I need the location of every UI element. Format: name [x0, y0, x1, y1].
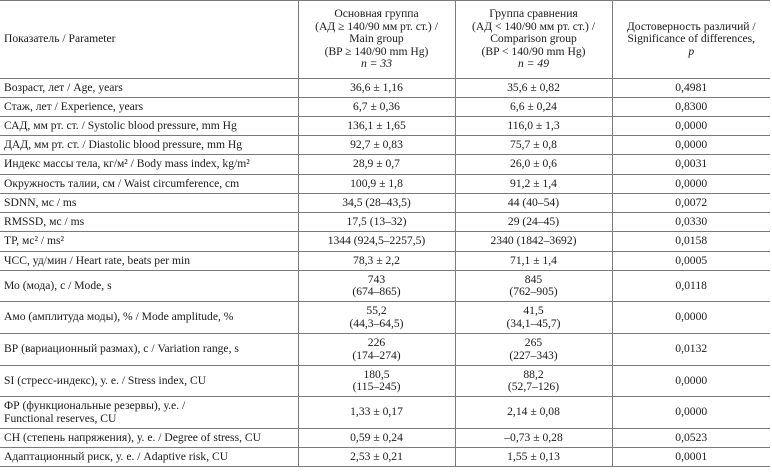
table-row: [0, 334, 770, 366]
table-row: [0, 213, 770, 232]
row-parameter: ЧСС, уд/мин / Heart rate, beats per min: [0, 252, 298, 271]
row-comp-median: 845: [524, 272, 543, 286]
table-row: [0, 429, 770, 448]
table-row: [0, 252, 770, 271]
row-main-value: 0,59 ± 0,24: [298, 429, 455, 448]
row-comp-value: 1,55 ± 0,13: [455, 448, 612, 467]
header-sig-line2: Significance of differences,: [627, 32, 756, 46]
row-p-value: 0,0001: [612, 448, 770, 467]
row-p-value: 0,8300: [612, 98, 770, 117]
table-row: [0, 448, 770, 467]
row-comp-value: [455, 302, 612, 334]
row-main-value: 100,9 ± 1,8: [298, 175, 455, 194]
row-main-median: 743: [367, 272, 386, 286]
row-comp-value: –0,73 ± 0,28: [455, 429, 612, 448]
row-parameter-line1: ФР (функциональные резервы), у.е. /: [4, 399, 186, 413]
header-sig-p: p: [688, 44, 695, 58]
row-p-value: 0,0000: [612, 302, 770, 334]
row-comp-value: 29 (24–45): [455, 213, 612, 232]
row-p-value: 0,0523: [612, 429, 770, 448]
row-main-value: 2,53 ± 0,21: [298, 448, 455, 467]
row-p-value: 0,0000: [612, 397, 770, 429]
row-main-range: (674–865): [352, 285, 401, 298]
table-row: [0, 79, 770, 98]
table-row: [0, 397, 770, 429]
row-comp-median: 265: [524, 336, 543, 350]
row-main-range: (44,3–64,5): [349, 316, 404, 330]
header-main-line1: Основная группа: [334, 7, 419, 21]
row-comp-value: [455, 271, 612, 302]
row-p-value: 0,0005: [612, 252, 770, 271]
row-main-range: (174–274): [352, 348, 401, 362]
header-comp-n: n = 49: [517, 57, 549, 71]
row-parameter: Стаж, лет / Experience, years: [0, 98, 298, 117]
row-main-value: 28,9 ± 0,7: [298, 155, 455, 175]
row-main-median: 226: [367, 336, 386, 350]
row-p-value: 0,0132: [612, 334, 770, 366]
header-main-group: [298, 1, 455, 79]
row-main-value: 1344 (924,5–2257,5): [298, 232, 455, 252]
row-parameter: [0, 397, 298, 429]
row-parameter: SDNN, мс / ms: [0, 194, 298, 213]
row-main-value: [298, 302, 455, 334]
row-parameter: САД, мм рт. ст. / Systolic blood pressure, mm Hg: [0, 117, 298, 136]
row-comp-value: 116,0 ± 1,3: [455, 117, 612, 136]
row-parameter: ВР (вариационный размах), с / Variation range, s: [0, 334, 298, 366]
row-comp-range: (34,1–45,7): [506, 316, 561, 330]
row-comp-value: 44 (40–54): [455, 194, 612, 213]
header-comp-line1: Группа сравнения: [489, 7, 578, 21]
table-row: [0, 194, 770, 213]
row-main-value: [298, 366, 455, 397]
row-comp-value: 6,6 ± 0,24: [455, 98, 612, 117]
row-main-value: 17,5 (13–32): [298, 213, 455, 232]
row-comp-value: 91,2 ± 1,4: [455, 175, 612, 194]
row-p-value: 0,4981: [612, 79, 770, 98]
row-parameter: TP, мс² / ms²: [0, 232, 298, 252]
row-main-median: 180,5: [363, 367, 390, 381]
row-p-value: 0,0330: [612, 213, 770, 232]
table-row: [0, 136, 770, 155]
row-comp-value: [455, 334, 612, 366]
row-main-median: 55,2: [366, 304, 387, 318]
row-comp-range: (762–905): [509, 285, 558, 298]
header-main-line4: (BP ≥ 140/90 mm Hg): [324, 44, 429, 58]
row-p-value: 0,0072: [612, 194, 770, 213]
row-comp-value: 26,0 ± 0,6: [455, 155, 612, 175]
row-p-value: 0,0031: [612, 155, 770, 175]
row-parameter: Адаптационный риск, у. е. / Adaptive risk, CU: [0, 448, 298, 467]
header-main-line2: (АД ≥ 140/90 мм рт. ст.) /: [315, 19, 438, 33]
row-comp-median: 41,5: [523, 304, 544, 318]
header-sig-line1: Достоверность различий /: [626, 19, 756, 33]
header-row: [0, 1, 770, 79]
row-parameter: Индекс массы тела, кг/м² / Body mass index, kg/m²: [0, 155, 298, 175]
row-parameter: Мо (мода), с / Mode, s: [0, 271, 298, 302]
row-p-value: 0,0118: [612, 271, 770, 302]
row-main-value: 1,33 ± 0,17: [298, 397, 455, 429]
row-parameter: Окружность талии, см / Waist circumference, cm: [0, 175, 298, 194]
row-parameter: RMSSD, мс / ms: [0, 213, 298, 232]
row-comp-value: [455, 366, 612, 397]
row-main-value: [298, 334, 455, 366]
row-comp-value: 2340 (1842–3692): [455, 232, 612, 252]
row-parameter: SI (стресс-индекс), у. е. / Stress index, CU: [0, 366, 298, 397]
row-p-value: 0,0000: [612, 117, 770, 136]
row-parameter-line2: Functional reserves, CU: [4, 411, 117, 425]
row-main-value: 34,5 (28–43,5): [298, 194, 455, 213]
row-p-value: 0,0000: [612, 175, 770, 194]
row-comp-value: 71,1 ± 1,4: [455, 252, 612, 271]
header-comp-line3: Comparison group: [490, 32, 577, 46]
header-main-n: n = 33: [360, 57, 392, 71]
row-main-range: (115–245): [352, 380, 401, 393]
table-row: [0, 117, 770, 136]
header-parameter: Показатель / Parameter: [0, 1, 298, 79]
header-significance: [612, 1, 770, 79]
row-main-value: 92,7 ± 0,83: [298, 136, 455, 155]
table-row: [0, 302, 770, 334]
header-comp-line4: (BP < 140/90 mm Hg): [481, 44, 586, 58]
row-comp-value: 35,6 ± 0,82: [455, 79, 612, 98]
header-main-line3: Main group: [349, 32, 404, 46]
row-parameter: Амо (амплитуда моды), % / Mode amplitude, %: [0, 302, 298, 334]
row-main-value: 6,7 ± 0,36: [298, 98, 455, 117]
row-p-value: 0,0000: [612, 366, 770, 397]
header-comparison-group: [455, 1, 612, 79]
row-main-value: 136,1 ± 1,65: [298, 117, 455, 136]
table-row: [0, 98, 770, 117]
row-parameter: ДАД, мм рт. ст. / Diastolic blood pressure, mm Hg: [0, 136, 298, 155]
row-parameter: Возраст, лет / Age, years: [0, 79, 298, 98]
table-row: [0, 175, 770, 194]
table-row: [0, 232, 770, 252]
header-comp-line2: (АД < 140/90 мм рт. ст.) /: [471, 19, 595, 33]
table-row: [0, 155, 770, 175]
row-comp-median: 88,2: [523, 367, 544, 381]
row-main-value: [298, 271, 455, 302]
row-comp-range: (52,7–126): [507, 380, 560, 393]
table-row: [0, 271, 770, 302]
row-p-value: 0,0158: [612, 232, 770, 252]
row-parameter: СН (степень напряжения), у. е. / Degree of stress, CU: [0, 429, 298, 448]
table-row: [0, 366, 770, 397]
row-main-value: 36,6 ± 1,16: [298, 79, 455, 98]
row-p-value: 0,0000: [612, 136, 770, 155]
row-comp-range: (227–343): [509, 348, 558, 362]
row-comp-value: 75,7 ± 0,8: [455, 136, 612, 155]
row-comp-value: 2,14 ± 0,08: [455, 397, 612, 429]
row-main-value: 78,3 ± 2,2: [298, 252, 455, 271]
